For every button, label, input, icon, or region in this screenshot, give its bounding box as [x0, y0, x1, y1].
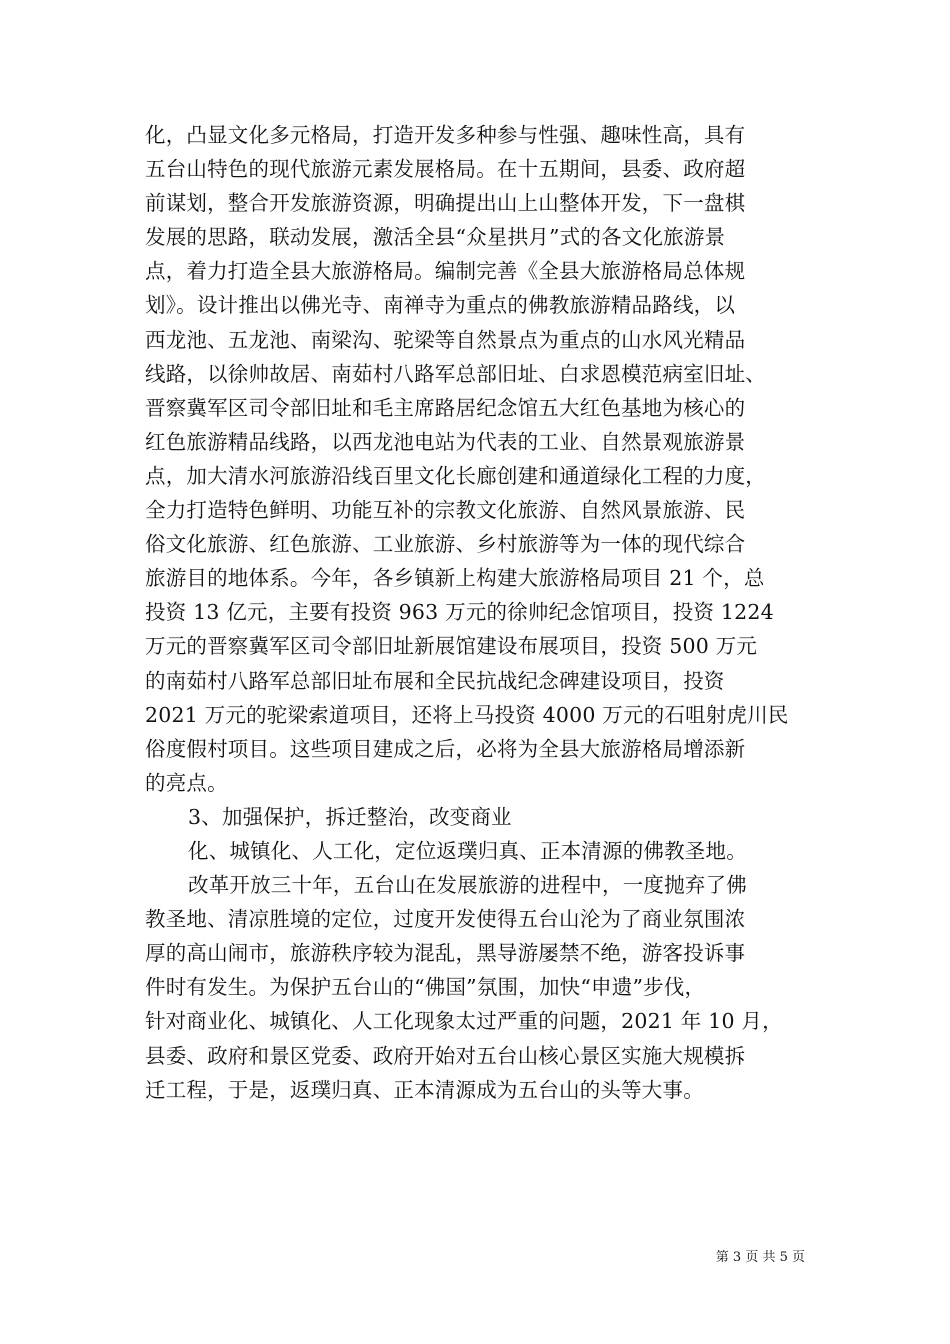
text-line: 红色旅游精品线路，以西龙池电站为代表的工业、自然景观旅游景 [145, 429, 746, 454]
text-line: 前谋划，整合开发旅游资源，明确提出山上山整体开发，下一盘棋 [145, 191, 746, 216]
text-line: 2021 万元的驼梁索道项目，还将上马投资 4000 万元的石咀射虎川民 [145, 702, 789, 727]
text-line: 的南茹村八路军总部旧址布展和全民抗战纪念碑建设项目，投资 [145, 668, 725, 693]
text-line: 改革开放三十年，五台山在发展旅游的进程中，一度抛弃了佛 [188, 873, 747, 898]
text-line: 线路，以徐帅故居、南茹村八路军总部旧址、白求恩模范病室旧址、 [145, 361, 766, 386]
text-line: 全力打造特色鲜明、功能互补的宗教文化旅游、自然风景旅游、民 [145, 498, 746, 523]
text-line: 俗度假村项目。这些项目建成之后，必将为全县大旅游格局增添新 [145, 736, 746, 761]
text-line: 迁工程，于是，返璞归真、正本清源成为五台山的头等大事。 [145, 1077, 704, 1102]
text-line: 的亮点。 [145, 770, 228, 795]
text-line: 教圣地、清凉胜境的定位，过度开发使得五台山沦为了商业氛围浓 [145, 907, 746, 932]
text-line: 晋察冀军区司令部旧址和毛主席路居纪念馆五大红色基地为核心的 [145, 395, 746, 420]
text-line: 万元的晋察冀军区司令部旧址新展馆建设布展项目，投资 500 万元 [145, 634, 758, 659]
text-line: 发展的思路，联动发展，激活全县“众星拱月”式的各文化旅游景 [145, 225, 726, 250]
page-number: 第 3 页 共 5 页 [715, 1250, 805, 1265]
text-line: 县委、政府和景区党委、政府开始对五台山核心景区实施大规模拆 [145, 1043, 746, 1068]
text-line: 俗文化旅游、红色旅游、工业旅游、乡村旅游等为一体的现代综合 [145, 532, 746, 557]
text-line: 点，加大清水河旅游沿线百里文化长廊创建和通道绿化工程的力度， [145, 463, 766, 488]
text-line: 化、城镇化、人工化，定位返璞归真、正本清源的佛教圣地。 [188, 838, 747, 863]
text-line: 旅游目的地体系。今年，各乡镇新上构建大旅游格局项目 21 个，总 [145, 566, 765, 591]
text-line: 化，凸显文化多元格局，打造开发多种参与性强、趣味性高，具有 [145, 123, 746, 147]
text-line: 划》。设计推出以佛光寺、南禅寺为重点的佛教旅游精品路线，以 [145, 293, 736, 318]
text-line: 投资 13 亿元，主要有投资 963 万元的徐帅纪念馆项目，投资 1224 [145, 600, 774, 625]
text-line: 点，着力打造全县大旅游格局。编制完善《全县大旅游格局总体规 [145, 259, 746, 284]
section-heading: 3、加强保护，拆迁整治，改变商业 [188, 804, 512, 829]
body-text [145, 118, 825, 1107]
text-line: 西龙池、五龙池、南梁沟、驼梁等自然景点为重点的山水风光精品 [145, 327, 746, 352]
text-line: 厚的高山闹市，旅游秩序较为混乱，黑导游屡禁不绝，游客投诉事 [145, 941, 746, 966]
text-line: 针对商业化、城镇化、人工化现象太过严重的问题，2021 年 10 月， [145, 1009, 783, 1034]
text-line: 五台山特色的现代旅游元素发展格局。在十五期间，县委、政府超 [145, 157, 746, 182]
text-line: 件时有发生。为保护五台山的“佛国”氛围，加快“申遗”步伐， [145, 975, 706, 1000]
